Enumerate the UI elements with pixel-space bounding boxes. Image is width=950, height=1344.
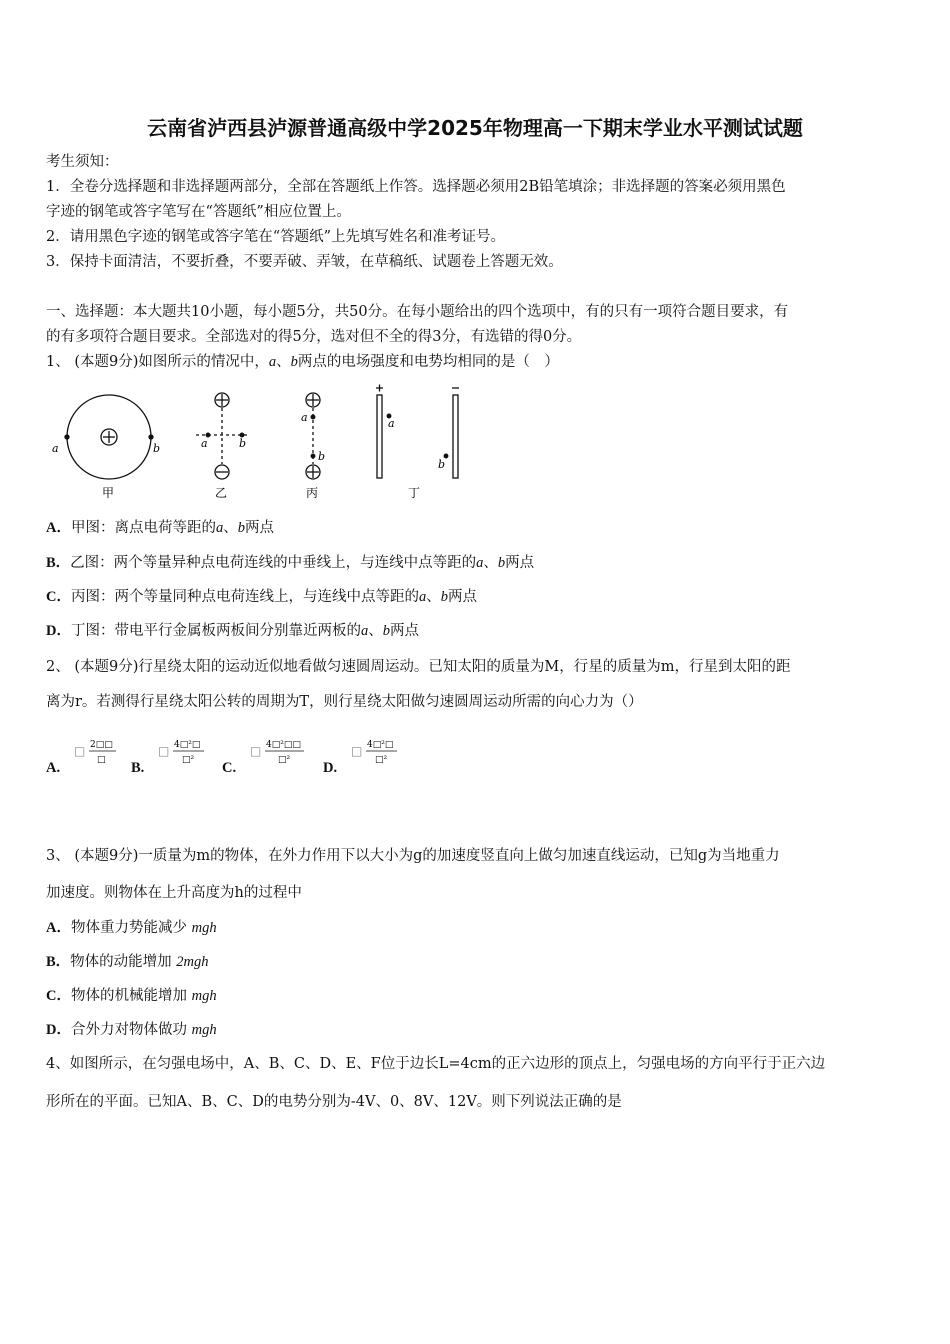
svg-text:□: □ bbox=[351, 744, 363, 758]
point-a-label: a bbox=[301, 411, 308, 424]
point-a-label: a bbox=[201, 437, 208, 450]
point-b-label: b bbox=[438, 458, 446, 471]
svg-text:4□²□□: 4□²□□ bbox=[266, 740, 301, 750]
q2-stem: 2、 (本题9分)行星绕太阳的运动近似地看做匀速圆周运动。已知太阳的质量为M，行星的质量为m，行星到太阳的距 bbox=[46, 659, 791, 675]
q3-option-d[interactable]: D．合外力对物体做功 mgh bbox=[46, 1022, 217, 1038]
svg-text:4□²□: 4□²□ bbox=[367, 740, 394, 750]
q2-option-a-formula bbox=[74, 735, 134, 770]
q1-option-c[interactable]: C．丙图：两个等量同种点电荷连线上，与连线中点等距的a、b两点 bbox=[46, 589, 477, 605]
q2-option-d-key[interactable]: D. bbox=[323, 760, 338, 776]
notice-item: 字迹的钢笔或答字笔写在“答题纸”相应位置上。 bbox=[46, 204, 351, 220]
figure-label: 甲 bbox=[102, 486, 115, 500]
svg-text:4□²□: 4□²□ bbox=[174, 740, 201, 750]
q2-option-a-key[interactable]: A. bbox=[46, 760, 61, 776]
q2-option-c-key[interactable]: C. bbox=[222, 760, 237, 776]
q1-option-d[interactable]: D．丁图：带电平行金属板两板间分别靠近两板的a、b两点 bbox=[46, 623, 419, 639]
q1-figures bbox=[46, 380, 506, 505]
q2-option-b-formula bbox=[158, 735, 218, 770]
q2-option-d-formula bbox=[351, 735, 411, 770]
notice-item: 1．全卷分选择题和非选择题两部分，全部在答题纸上作答。选择题必须用2B铅笔填涂；非选择题的答案必须用黑色 bbox=[46, 179, 786, 195]
q4-stem: 形所在的平面。已知A、B、C、D的电势分别为-4V、0、8V、12V。则下列说法正确的是 bbox=[46, 1094, 622, 1110]
svg-text:□: □ bbox=[158, 744, 170, 758]
figure-jia bbox=[65, 395, 153, 479]
figure-label: 丙 bbox=[306, 486, 319, 500]
figure-label: 乙 bbox=[215, 486, 228, 500]
point-b-label: b bbox=[318, 450, 326, 463]
svg-text:□²: □² bbox=[182, 755, 195, 765]
svg-text:□²: □² bbox=[278, 755, 291, 765]
section-intro: 的有多项符合题目要求。全部选对的得5分，选对但不全的得3分，有选错的得0分。 bbox=[46, 329, 582, 345]
notice-item: 3．保持卡面清洁，不要折叠，不要弄破、弄皱，在草稿纸、试题卷上答题无效。 bbox=[46, 254, 563, 270]
q2-option-c-formula bbox=[250, 735, 310, 770]
section-intro: 一、选择题：本大题共10小题，每小题5分，共50分。在每小题给出的四个选项中，有的只有一项符合题目要求，有 bbox=[46, 304, 789, 320]
svg-text:□: □ bbox=[97, 755, 106, 765]
q2-stem: 离为r。若测得行星绕太阳公转的周期为T，则行星绕太阳做匀速圆周运动所需的向心力为（） bbox=[46, 694, 643, 710]
point-b-label: b bbox=[153, 442, 161, 455]
point-b-label: b bbox=[239, 437, 247, 450]
point-a-label: a bbox=[388, 417, 395, 430]
q3-option-b[interactable]: B．物体的动能增加 2mgh bbox=[46, 954, 209, 970]
q3-stem: 3、 (本题9分)一质量为m的物体，在外力作用下以大小为g的加速度竖直向上做匀加速直线运动，已知g为当地重力 bbox=[46, 848, 780, 864]
notice-item: 2．请用黑色字迹的钢笔或答字笔在“答题纸”上先填写姓名和准考证号。 bbox=[46, 229, 506, 245]
figure-yi bbox=[196, 393, 248, 479]
q2-option-b-key[interactable]: B. bbox=[131, 760, 145, 776]
svg-text:□: □ bbox=[74, 744, 86, 758]
q1-option-a[interactable]: A．甲图：离点电荷等距的a、b两点 bbox=[46, 520, 274, 536]
q3-stem: 加速度。则物体在上升高度为h的过程中 bbox=[46, 885, 302, 901]
figure-bing bbox=[306, 393, 320, 479]
figure-ding bbox=[376, 385, 459, 479]
q4-stem: 4、如图所示，在匀强电场中，A、B、C、D、E、F位于边长L=4cm的正六边形的顶点上，匀强电场的方向平行于正六边 bbox=[46, 1056, 826, 1072]
svg-text:□: □ bbox=[250, 744, 262, 758]
svg-text:2□□: 2□□ bbox=[90, 740, 113, 750]
notice-heading: 考生须知： bbox=[46, 154, 119, 170]
point-a-label: a bbox=[52, 442, 59, 455]
q1-option-b[interactable]: B．乙图：两个等量异种点电荷连线的中垂线上，与连线中点等距的a、b两点 bbox=[46, 555, 535, 571]
q3-option-a[interactable]: A．物体重力势能减少 mgh bbox=[46, 920, 217, 936]
q3-option-c[interactable]: C．物体的机械能增加 mgh bbox=[46, 988, 217, 1004]
figure-label: 丁 bbox=[408, 486, 421, 500]
svg-text:□²: □² bbox=[375, 755, 388, 765]
q1-stem: 1、 (本题9分)如图所示的情况中，a、b两点的电场强度和电势均相同的是（ ） bbox=[46, 354, 559, 370]
page-title: 云南省泸西县泸源普通高级中学2025年物理高一下期末学业水平测试试题 bbox=[147, 116, 803, 140]
